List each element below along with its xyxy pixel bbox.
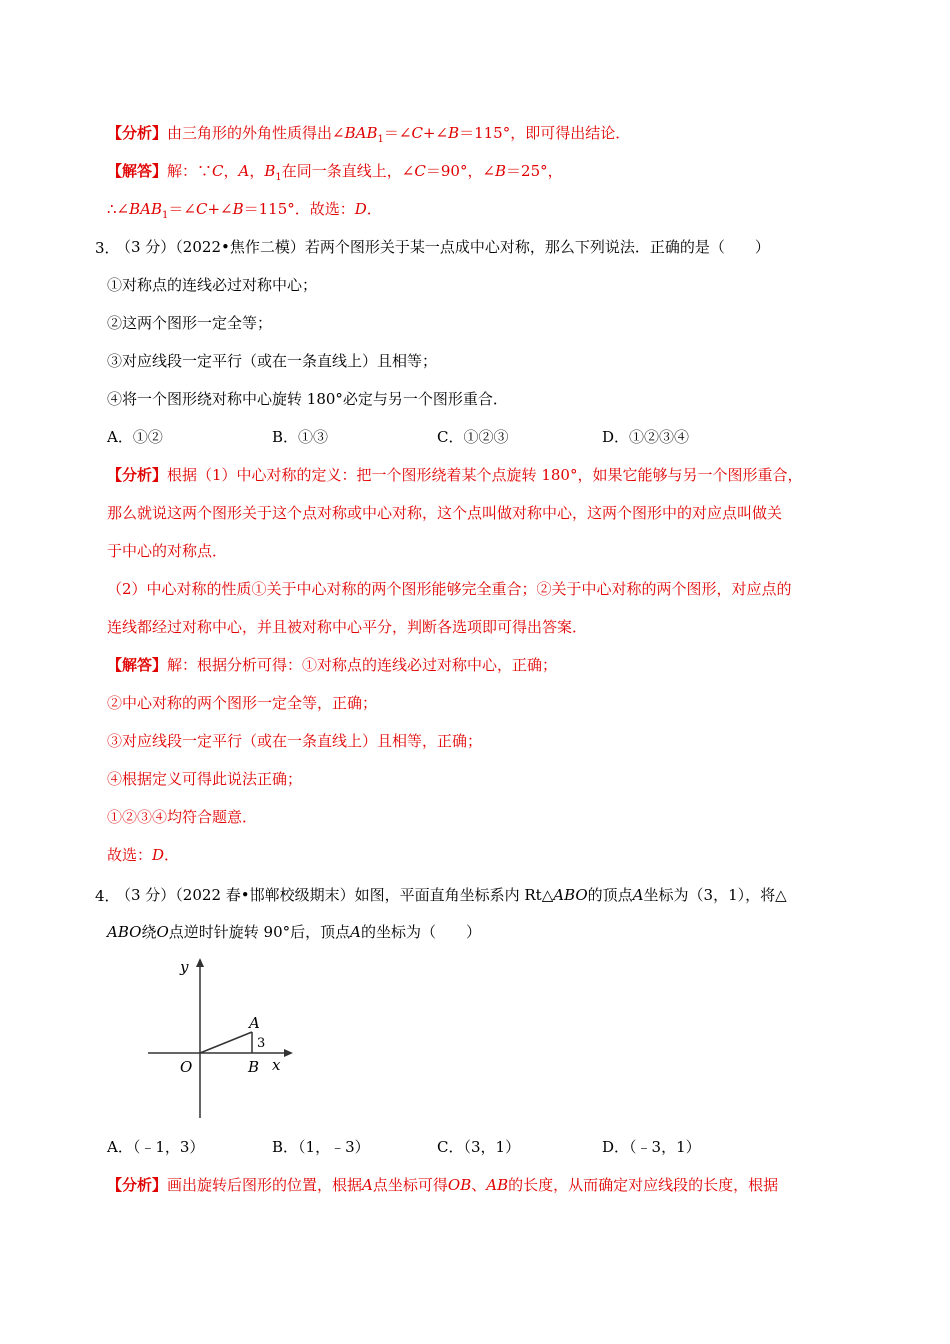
text: 解：根据分析可得：①对称点的连线必过对称中心，正确； bbox=[167, 656, 558, 674]
coordinate-figure bbox=[148, 955, 298, 1120]
text: O bbox=[156, 923, 169, 941]
q4-option-c[interactable]: C．（3，1） bbox=[437, 1138, 521, 1156]
text: D bbox=[354, 200, 367, 218]
subscript: 1 bbox=[377, 134, 384, 145]
q4-option-d[interactable]: D．（﹣3，1） bbox=[602, 1138, 701, 1156]
q4-stem-line-1 bbox=[116, 885, 787, 905]
label-y: y bbox=[180, 958, 189, 976]
text: BAB bbox=[129, 200, 163, 218]
text: A bbox=[350, 923, 361, 941]
answer-tag: 【解答】 bbox=[107, 162, 168, 180]
text: D bbox=[152, 846, 165, 864]
q4-analysis bbox=[107, 1175, 778, 1195]
text: 的坐标为（ ） bbox=[360, 923, 481, 941]
text: ＝25°， bbox=[506, 162, 563, 180]
q3-answer-line-1 bbox=[107, 655, 557, 675]
answer-tag: 【解答】 bbox=[107, 656, 168, 674]
q2-analysis bbox=[107, 123, 630, 150]
text: C bbox=[195, 200, 208, 218]
q3-answer-line-3: ③对应线段一定平行（或在一条直线上）且相等，正确； bbox=[107, 732, 483, 750]
text: ， bbox=[223, 162, 239, 180]
q3-option-b[interactable]: B．①③ bbox=[272, 428, 329, 446]
q3-option-c[interactable]: C．①②③ bbox=[437, 428, 509, 446]
segment-oa bbox=[200, 1032, 252, 1053]
q3-answer-line-6 bbox=[107, 845, 179, 865]
text: ＝∠ bbox=[383, 124, 412, 142]
q3-statement-4: ④将一个图形绕对称中心旋转 180°必定与另一个图形重合． bbox=[107, 390, 508, 408]
q3-answer-line-4: ④根据定义可得此说法正确； bbox=[107, 770, 303, 788]
text: A bbox=[632, 886, 644, 904]
label-a: A bbox=[249, 1014, 260, 1032]
text: 故选： bbox=[107, 846, 153, 864]
analysis-tag: 【分析】 bbox=[107, 124, 168, 142]
text: 由三角形的外角性质得出∠ bbox=[167, 124, 345, 142]
text: 坐标为（3，1），将△ bbox=[643, 886, 787, 904]
text: B bbox=[232, 200, 244, 218]
q4-options bbox=[107, 1137, 701, 1157]
text: B bbox=[448, 124, 460, 142]
text: 画出旋转后图形的位置，根据 bbox=[167, 1176, 363, 1194]
q3-analysis-line-1 bbox=[107, 465, 802, 485]
q4-stem-line-2 bbox=[107, 922, 481, 942]
text: C bbox=[411, 124, 423, 142]
y-axis-arrow-icon bbox=[196, 958, 204, 967]
q3-analysis-line-3: 于中心的对称点． bbox=[107, 542, 228, 560]
text: B bbox=[264, 162, 276, 180]
text: B bbox=[495, 162, 507, 180]
text: 的顶点 bbox=[587, 886, 633, 904]
text: C bbox=[212, 162, 224, 180]
text: 绕 bbox=[141, 923, 157, 941]
text: BAB bbox=[344, 124, 378, 142]
text: +∠ bbox=[422, 124, 449, 142]
text: ＝115°，即可得出结论． bbox=[459, 124, 631, 142]
q3-statement-1: ①对称点的连线必过对称中心； bbox=[107, 276, 318, 294]
q3-answer-line-5: ①②③④均符合题意． bbox=[107, 808, 258, 826]
q3-statement-2: ②这两个图形一定全等； bbox=[107, 314, 273, 332]
text: 在同一条直线上，∠ bbox=[281, 162, 415, 180]
text: AB bbox=[486, 1176, 509, 1194]
text: ， bbox=[249, 162, 265, 180]
text: ABO bbox=[553, 886, 588, 904]
text: 的长度，从而确定对应线段的长度，根据 bbox=[508, 1176, 779, 1194]
text: 根据（1）中心对称的定义：把一个图形绕着某个点旋转 180°，如果它能够与另一个图形重合， bbox=[167, 466, 803, 484]
text: （3 分）（2022 春•邯郸校级期末）如图，平面直角坐标系内 Rt△ bbox=[116, 886, 554, 904]
q3-option-a[interactable]: A．①② bbox=[107, 428, 163, 446]
q4-option-a[interactable]: A．（﹣1，3） bbox=[107, 1138, 205, 1156]
q4-option-b[interactable]: B．（1，﹣3） bbox=[272, 1138, 370, 1156]
text: ． bbox=[164, 846, 180, 864]
label-b: B bbox=[248, 1058, 260, 1076]
q4-number: 4． bbox=[95, 887, 120, 905]
q3-stem: （3 分）（2022•焦作二模）若两个图形关于某一点成中心对称，那么下列说法．正确的是（ ） bbox=[116, 238, 770, 256]
text: ． bbox=[366, 200, 382, 218]
text: 解：∵ bbox=[167, 162, 213, 180]
q3-analysis-line-2: 那么就说这两个图形关于这个点对称或中心对称，这个点叫做对称中心，这两个图形中的对应点叫做关 bbox=[107, 504, 783, 522]
q2-answer-line-1 bbox=[107, 161, 563, 188]
analysis-tag: 【分析】 bbox=[107, 1176, 168, 1194]
text: 点逆时针旋转 90°后，顶点 bbox=[168, 923, 351, 941]
q3-analysis-line-5: 连线都经过对称中心，并且被对称中心平分，判断各选项即可得出答案． bbox=[107, 618, 588, 636]
q3-options bbox=[107, 427, 689, 447]
text: 、 bbox=[471, 1176, 487, 1194]
subscript: 1 bbox=[275, 172, 282, 183]
label-x: x bbox=[272, 1056, 281, 1074]
q3-analysis-line-4: （2）中心对称的性质①关于中心对称的两个图形能够完全重合；②关于中心对称的两个图形，对应点的 bbox=[107, 580, 792, 598]
label-o: O bbox=[180, 1058, 193, 1076]
text: ＝∠ bbox=[168, 200, 196, 218]
text: C bbox=[414, 162, 426, 180]
text: ＝90°，∠ bbox=[425, 162, 496, 180]
q2-answer-line-2 bbox=[107, 199, 382, 226]
q3-answer-line-2: ②中心对称的两个图形一定全等，正确； bbox=[107, 694, 378, 712]
text: OB bbox=[447, 1176, 472, 1194]
label-3: 3 bbox=[257, 1036, 266, 1051]
text: ABO bbox=[107, 923, 142, 941]
analysis-tag: 【分析】 bbox=[107, 466, 168, 484]
text: 点坐标可得 bbox=[372, 1176, 448, 1194]
q3-statement-3: ③对应线段一定平行（或在一条直线上）且相等； bbox=[107, 352, 438, 370]
text: ＝115°．故选： bbox=[243, 200, 355, 218]
text: A bbox=[362, 1176, 373, 1194]
x-axis-arrow-icon bbox=[284, 1049, 293, 1057]
text: ∴∠ bbox=[107, 200, 130, 218]
text: A bbox=[238, 162, 250, 180]
text: +∠ bbox=[207, 200, 233, 218]
q3-number: 3． bbox=[95, 239, 120, 257]
q3-option-d[interactable]: D．①②③④ bbox=[602, 428, 690, 446]
subscript: 1 bbox=[162, 210, 169, 221]
